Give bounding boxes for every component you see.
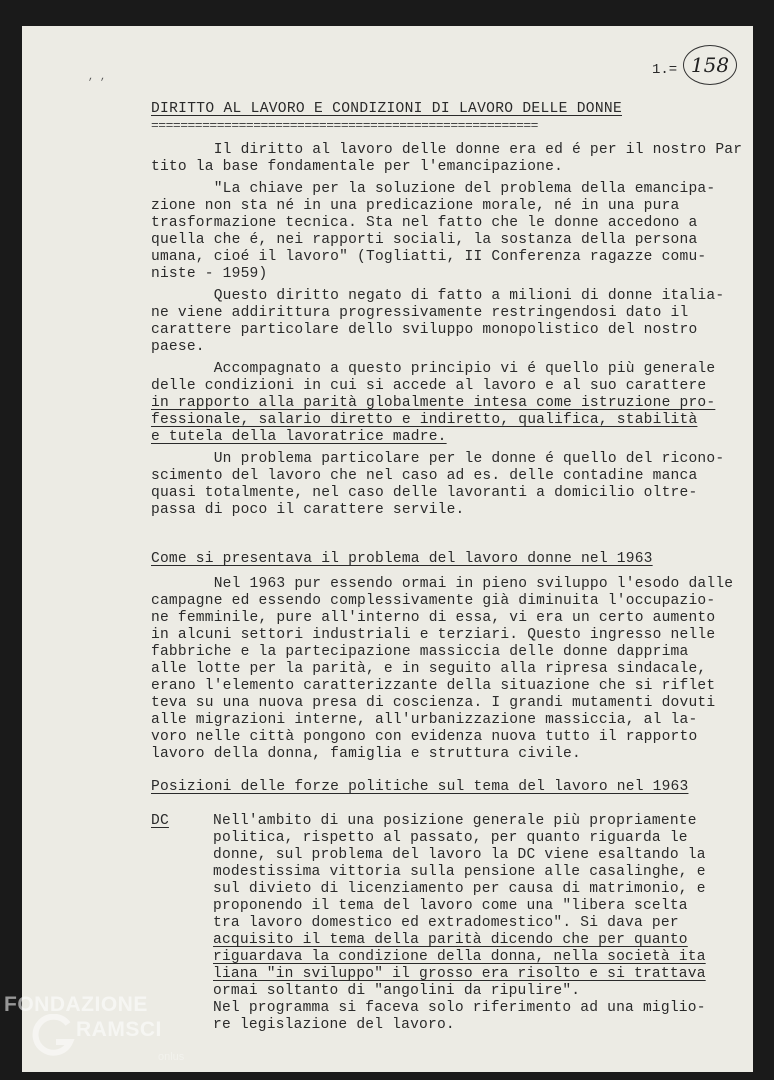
text-line: proponendo il tema del lavoro come una "libera scelta — [213, 898, 688, 914]
text-line: erano l'elemento caratterizzante della situazione che si riflet — [151, 678, 716, 694]
text-line: passa di poco il carattere servile. — [151, 502, 465, 518]
watermark-onlus: onlus — [158, 1051, 185, 1063]
text-line: Questo diritto negato di fatto a milioni di donne italia- — [151, 288, 725, 304]
text-line: Nel programma si faceva solo riferimento ad una miglio- — [213, 1000, 706, 1016]
text-line: politica, rispetto al passato, per quanto riguarda le — [213, 830, 688, 846]
text-line: ne viene addirittura progressivamente restringendosi dato il — [151, 305, 689, 321]
text-line: trasformazione tecnica. Sta nel fatto che le donne accedono a — [151, 215, 698, 231]
text-line: delle condizioni in cui si accede al lavoro e al suo carattere — [151, 378, 707, 394]
text-line: Accompagnato a questo principio vi é quello più generale — [151, 361, 716, 377]
document-title: DIRITTO AL LAVORO E CONDIZIONI DI LAVORO DELLE DONNE — [151, 101, 622, 117]
text-line: Il diritto al lavoro delle donne era ed é per il nostro Par — [151, 142, 743, 158]
page-number: 1.= — [652, 62, 678, 78]
text-line: sul divieto di licenziamento per causa di matrimonio, e — [213, 881, 706, 897]
text-line: Un problema particolare per le donne é quello del ricono- — [151, 451, 725, 467]
text-line: in alcuni settori industriali e terziari. Questo ingresso nelle — [151, 627, 716, 643]
text-line: umana, cioé il lavoro" (Togliatti, II Conferenza ragazze comu- — [151, 249, 707, 265]
text-line: ne femminile, pure all'interno di essa, vi era un certo aumento — [151, 610, 716, 626]
text-line: modestissima vittoria sulla pensione alle casalinghe, e — [213, 864, 706, 880]
text-line: fessionale, salario diretto e indiretto, qualifica, stabilità — [151, 412, 698, 428]
text-line: zione non sta né in una predicazione morale, né in una pura — [151, 198, 680, 214]
text-line: riguardava la condizione della donna, nella società ita — [213, 949, 706, 965]
text-line: liana "in sviluppo" il grosso era risolto e si trattava — [213, 966, 706, 982]
watermark-fondazione: FONDAZIONE — [4, 993, 148, 1016]
title-rule: ===================================================== — [151, 118, 538, 133]
text-line: tra lavoro domestico ed extradomestico". Si dava per — [213, 915, 679, 931]
text-line: Nel 1963 pur essendo ormai in pieno sviluppo l'esodo dalle — [151, 576, 734, 592]
text-line: quella che é, nei rapporti sociali, la sostanza della persona — [151, 232, 698, 248]
text-line: in rapporto alla parità globalmente intesa come istruzione pro- — [151, 395, 716, 411]
text-line: quasi totalmente, nel caso delle lavoranti a domicilio oltre- — [151, 485, 698, 501]
text-line: campagne ed essendo complessivamente già diminuita l'occupazio- — [151, 593, 716, 609]
text-line: e tutela della lavoratrice madre. — [151, 429, 447, 445]
text-line: paese. — [151, 339, 205, 355]
text-line: niste - 1959) — [151, 266, 268, 282]
text-line: donne, sul problema del lavoro la DC viene esaltando la — [213, 847, 706, 863]
section-heading-political-forces: Posizioni delle forze politiche sul tema del lavoro nel 1963 — [151, 779, 689, 795]
section-heading-1963: Come si presentava il problema del lavoro donne nel 1963 — [151, 551, 653, 567]
text-line: tito la base fondamentale per l'emancipazione. — [151, 159, 564, 175]
text-line: alle migrazioni interne, all'urbanizzazione massiccia, al la- — [151, 712, 698, 728]
document-page — [22, 26, 753, 1072]
text-line: carattere particolare dello sviluppo monopolistico del nostro — [151, 322, 698, 338]
text-line: re legislazione del lavoro. — [213, 1017, 455, 1033]
text-line: lavoro della donna, famiglia e struttura civile. — [151, 746, 581, 762]
watermark-gramsci: RAMSCI — [76, 1018, 162, 1041]
archive-number-stamp: 158 — [683, 45, 737, 85]
text-line: ormai soltanto di "angolini da ripulire". — [213, 983, 581, 999]
text-line: voro nelle città pongono con evidenza nuova tutto il rapporto — [151, 729, 698, 745]
text-line: acquisito il tema della parità dicendo che per quanto — [213, 932, 688, 948]
text-line: alle lotte per la parità, e in seguito alla ripresa sindacale, — [151, 661, 707, 677]
text-line: "La chiave per la soluzione del problema della emancipa- — [151, 181, 716, 197]
text-line: scimento del lavoro che nel caso ad es. delle contadine manca — [151, 468, 698, 484]
party-label-dc: DC — [151, 813, 169, 829]
text-line: fabbriche e la partecipazione massiccia delle donne dapprima — [151, 644, 689, 660]
gramsci-g-logo-icon — [32, 1014, 76, 1058]
text-line: teva su una nuova presa di coscienza. I grandi mutamenti dovuti — [151, 695, 716, 711]
paper-specks: , , — [88, 72, 107, 83]
text-line: Nell'ambito di una posizione generale più propriamente — [213, 813, 697, 829]
